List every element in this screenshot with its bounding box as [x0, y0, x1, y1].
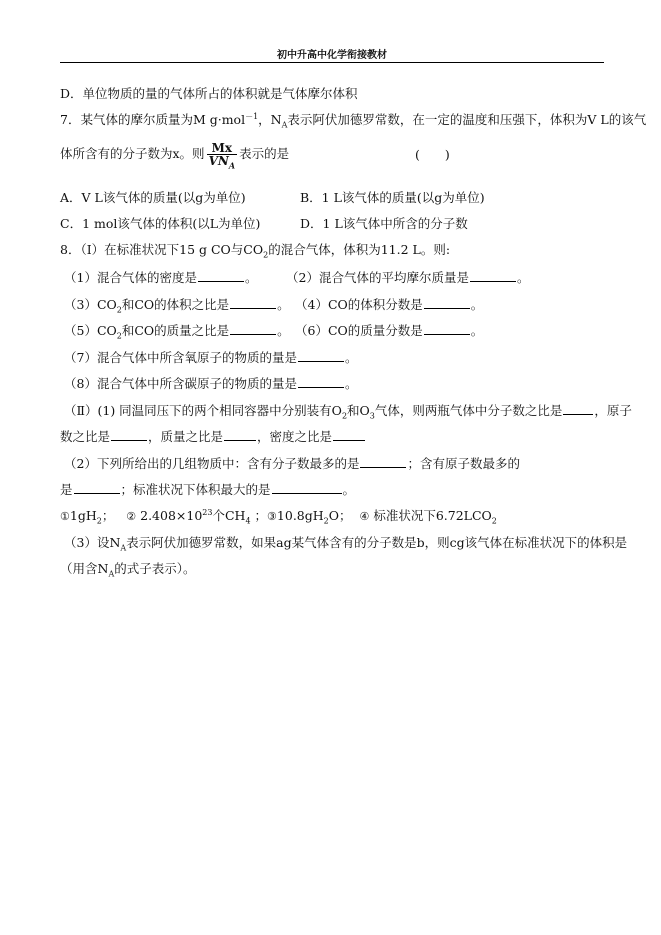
- page-header: 初中升高中化学衔接教材: [277, 50, 387, 61]
- q8-part1: （1）混合气体的密度是 。: [64, 270, 258, 285]
- q8-part7: （7）混合气体中所含氧原子的物质的量是 。: [64, 350, 358, 365]
- q8-ii-line3: （2）下列所给出的几组物质中：含有分子数最多的是 ；含有原子数最多的: [64, 456, 520, 471]
- q8-part5: $(5)CO_2$和CO的质量之比是 。: [64, 323, 290, 341]
- q8-ii-line5: （3）设$N_A$表示阿伏加德罗常数，如果ag某气体含有的分子数是b，则cg该气体在标准状况下的体积是: [64, 535, 628, 553]
- q8-part3: $(3)CO_2$和CO的体积之比是 。: [64, 297, 290, 315]
- fraction: $\frac{Mx}{VN_A}$: [208, 141, 236, 171]
- q8-intro: 8．（Ⅰ）在标准状况下15 g CO与$CO_2$的混合气体，体积为11.2 L。则:: [60, 242, 451, 260]
- header-rule: [60, 62, 604, 63]
- q8-part4: （4）CO的体积分数是 。: [295, 297, 484, 312]
- option-d-previous: D．单位物质的量的气体所占的体积就是气体摩尔体积: [60, 86, 358, 101]
- q7-option-a: A．V L该气体的质量(以g为单位): [60, 190, 246, 205]
- answer-paren: ( ): [415, 147, 450, 162]
- q8-part8: （8）混合气体中所含碳原子的物质的量是 。: [64, 376, 358, 391]
- q7-option-c: C．1 mol该气体的体积(以L为单位): [60, 216, 261, 231]
- q8-part2: （2）混合气体的平均摩尔质量是 。: [286, 270, 530, 285]
- q8-ii-line1: （Ⅱ）(1) 同温同压下的两个相同容器中分别装有$O_2$和$O_3$气体，则两瓶气体中分子数之比是 ，原子: [64, 403, 632, 421]
- q8-ii-items: $①1gH_2$； ② $2.408\times 10^{23}$个$CH_4$ ；$③10.8gH_2O$； ④ 标准状况下$6.72LCO_2$: [60, 507, 497, 526]
- q8-ii-line2: 数之比是 ，质量之比是 ，密度之比是: [60, 428, 366, 445]
- q8-part6: （6）CO的质量分数是 。: [295, 323, 484, 338]
- q7-line1: 7．某气体的摩尔质量为M g·mol$^{-1}$，$N_A$表示阿伏加德罗常数，在一定的温度和压强下，体积为V L的该气: [60, 111, 647, 130]
- q8-ii-line4: 是 ；标准状况下体积最大的是 。: [60, 482, 356, 497]
- q8-ii-line6: （用含$N_A$的式子表示）。: [60, 561, 196, 579]
- q7-option-b: B．1 L该气体的质量(以g为单位): [300, 190, 485, 205]
- q7-line2: 体所含有的分子数为x。则 $\frac{Mx}{VN_A}$ 表示的是: [60, 141, 290, 171]
- q7-option-d: D．1 L该气体中所含的分子数: [300, 216, 468, 231]
